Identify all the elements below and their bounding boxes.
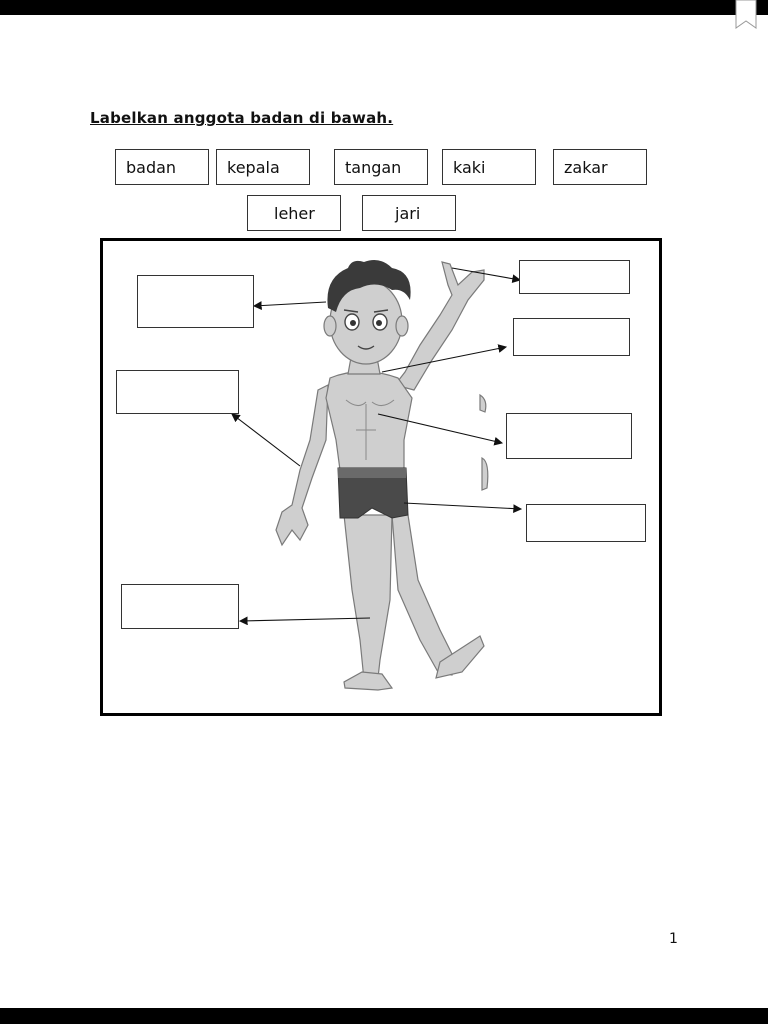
bottom-bar <box>0 1008 768 1024</box>
word-bank-kepala: kepala <box>216 149 310 185</box>
page-number: 1 <box>669 931 678 947</box>
word-bank-zakar: zakar <box>553 149 647 185</box>
worksheet-title: Labelkan anggota badan di bawah. <box>90 109 394 127</box>
word-bank-kaki: kaki <box>442 149 536 185</box>
answer-box-leg[interactable] <box>121 584 239 629</box>
word-bank-leher: leher <box>247 195 341 231</box>
answer-box-head[interactable] <box>137 275 254 328</box>
answer-box-neck[interactable] <box>513 318 630 356</box>
word-bank-tangan: tangan <box>334 149 428 185</box>
word-bank-badan: badan <box>115 149 209 185</box>
word-bank-jari: jari <box>362 195 456 231</box>
answer-box-body[interactable] <box>506 413 632 459</box>
answer-box-arm[interactable] <box>116 370 239 414</box>
answer-box-fingers[interactable] <box>519 260 630 294</box>
answer-box-genital[interactable] <box>526 504 646 542</box>
